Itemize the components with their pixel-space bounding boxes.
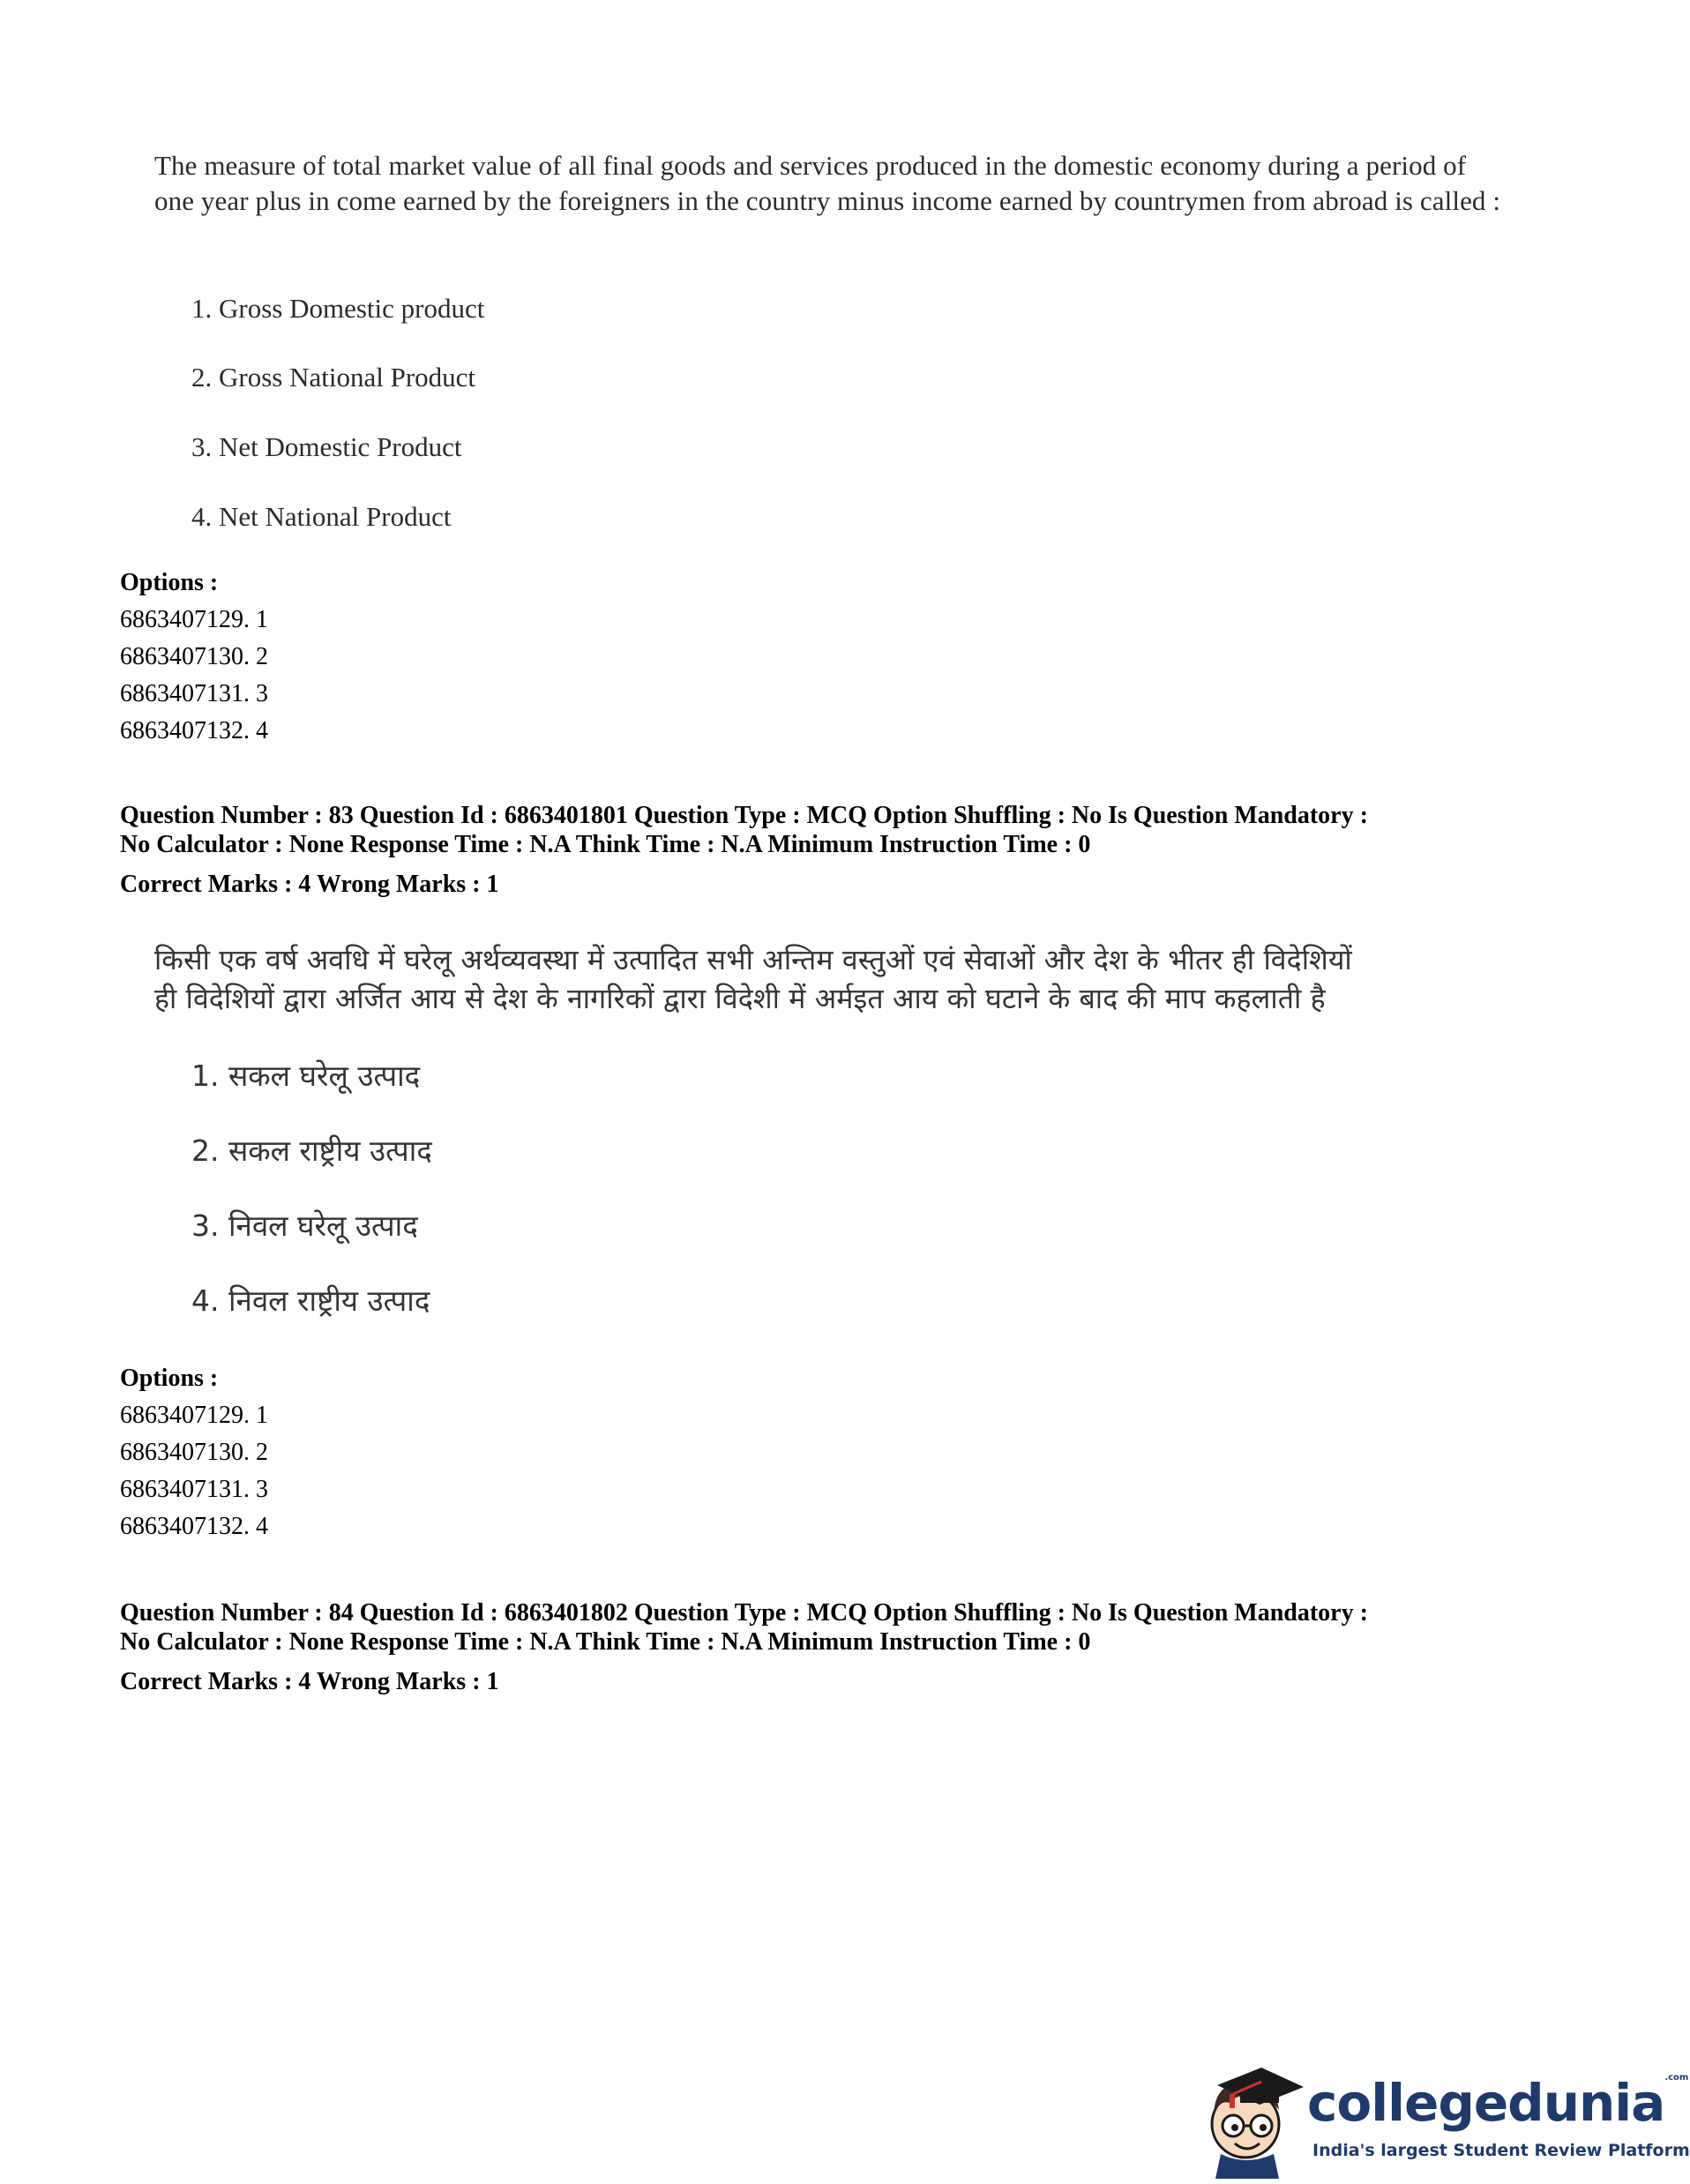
option-row: 6863407129. 1 <box>120 1402 268 1429</box>
question-82-image <box>154 148 1504 219</box>
meta-line: No Calculator : None Response Time : N.A Think Time : N.A Minimum Instruction Time : 0 <box>120 831 1091 858</box>
choice-4: 4. निवल राष्ट्रीय उत्पाद <box>191 1283 430 1318</box>
brand-tagline: India's largest Student Review Platform <box>1312 2141 1690 2160</box>
mascot-icon <box>1200 2055 1305 2179</box>
question-83-stem-line-2: ही विदेशियों द्वारा अर्जित आय से देश के नागरिकों द्वारा विदेशी में अर्मइत आय को घटाने के बाद की माप कहलाती है <box>154 982 1326 1015</box>
choice-1: 1. सकल घरेलू उत्पाद <box>191 1058 421 1093</box>
choice-1: 1. Gross Domestic product <box>191 293 485 324</box>
question-83-options <box>120 1360 268 1545</box>
question-83-image <box>154 940 1530 1018</box>
option-row: 6863407131. 3 <box>120 1476 268 1503</box>
option-row: 6863407132. 4 <box>120 1513 268 1540</box>
brand-name <box>1307 2073 1688 2133</box>
meta-line: Question Number : 84 Question Id : 6863401802 Question Type : MCQ Option Shuffling : No Is Question Mandatory : <box>120 1599 1368 1627</box>
question-84-marks: Correct Marks : 4 Wrong Marks : 1 <box>120 1668 499 1695</box>
choice-3: 3. निवल घरेलू उत्पाद <box>191 1208 418 1243</box>
question-82-stem: The measure of total market value of all final goods and services produced in the domestic economy during a period of one year plus in come earned by the foreigners in the country minus income earned by countrymen from abroad is called : <box>154 150 1501 216</box>
choice-3: 3. Net Domestic Product <box>191 431 462 462</box>
brand-text: collegedunia <box>1307 2073 1665 2133</box>
meta-line: No Calculator : None Response Time : N.A Think Time : N.A Minimum Instruction Time : 0 <box>120 1628 1091 1656</box>
choice-4: 4. Net National Product <box>191 501 452 532</box>
option-row: 6863407131. 3 <box>120 680 268 707</box>
option-row: 6863407130. 2 <box>120 1439 268 1466</box>
question-83-meta <box>120 801 1368 859</box>
choice-2: 2. Gross National Product <box>191 362 476 393</box>
question-83-marks: Correct Marks : 4 Wrong Marks : 1 <box>120 871 499 898</box>
option-row: 6863407130. 2 <box>120 643 268 670</box>
question-83-stem-line-1: किसी एक वर्ष अवधि में घरेलू अर्थव्यवस्था में उत्पादित सभी अन्तिम वस्तुओं एवं सेवाओं और देश के भीतर ही विदेशियों <box>154 943 1352 976</box>
options-label: Options : <box>120 1365 219 1392</box>
choice-2: 2. सकल राष्ट्रीय उत्पाद <box>191 1133 432 1168</box>
brand-suffix: .com <box>1664 2073 1689 2083</box>
options-label: Options : <box>120 569 219 596</box>
collegedunia-logo <box>1200 2055 1690 2179</box>
question-84-meta <box>120 1598 1368 1657</box>
option-row: 6863407129. 1 <box>120 606 268 633</box>
option-row: 6863407132. 4 <box>120 717 268 744</box>
meta-line: Question Number : 83 Question Id : 6863401801 Question Type : MCQ Option Shuffling : No Is Question Mandatory : <box>120 802 1368 829</box>
question-82-options <box>120 565 268 750</box>
